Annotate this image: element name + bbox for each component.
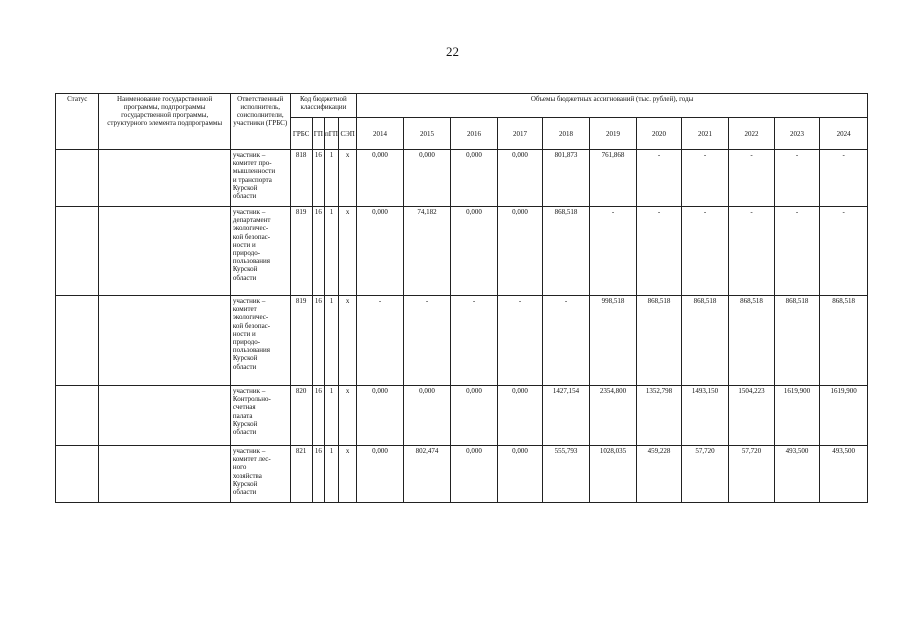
value-cell-2023: -: [774, 207, 819, 296]
header-name: Наименование государственной программы, подпрограммы государственной программы, структурного элемента подпрограммы: [99, 94, 230, 150]
value-cell-2016: 0,000: [451, 446, 498, 503]
value-cell-2015: 802,474: [403, 446, 451, 503]
header-code-0: ГРБС: [290, 118, 312, 150]
code-cell: 819: [290, 296, 312, 386]
value-cell-2020: 1352,798: [637, 386, 681, 446]
executor-line: ности и: [232, 240, 256, 249]
executor-line: Курской: [232, 354, 258, 363]
status-cell: [56, 446, 99, 503]
executor-line: пользования: [232, 257, 270, 266]
executor-line: участник –: [232, 208, 266, 216]
value-cell-2019: 761,868: [589, 150, 637, 207]
value-cell-2022: 868,518: [729, 296, 774, 386]
executor-line: комитет лес-: [232, 455, 271, 464]
executor-line: области: [232, 192, 257, 201]
value-cell-2022: -: [729, 150, 774, 207]
code-cell: х: [339, 296, 357, 386]
code-cell: 818: [290, 150, 312, 207]
code-cell: 819: [290, 207, 312, 296]
value-cell-2015: -: [403, 296, 451, 386]
executor-line: и транспорта: [232, 175, 272, 184]
value-cell-2024: 868,518: [820, 296, 868, 386]
code-cell: х: [339, 150, 357, 207]
header-year-2019: 2019: [589, 118, 637, 150]
value-cell-2021: 57,720: [681, 446, 729, 503]
status-cell: [56, 386, 99, 446]
executor-line: Курской: [232, 419, 258, 428]
value-cell-2015: 0,000: [403, 150, 451, 207]
code-cell: 821: [290, 446, 312, 503]
code-cell: х: [339, 386, 357, 446]
value-cell-2014: 0,000: [357, 446, 404, 503]
executor-line: Контрольно-: [232, 395, 271, 404]
header-year-2018: 2018: [543, 118, 590, 150]
header-allocations-group: Объемы бюджетных ассигнований (тыс. рублей), годы: [357, 94, 868, 118]
table-row: [56, 386, 868, 446]
code-cell: 16: [312, 386, 324, 446]
code-cell: 16: [312, 446, 324, 503]
executor-line: участник –: [232, 151, 266, 159]
executor-line: комитет про-: [232, 159, 272, 168]
code-cell: х: [339, 207, 357, 296]
executor-line: кой безопас-: [232, 321, 271, 330]
value-cell-2024: -: [820, 150, 868, 207]
executor-cell: [230, 296, 290, 386]
value-cell-2021: 1493,150: [681, 386, 729, 446]
value-cell-2016: 0,000: [451, 207, 498, 296]
header-year-2022: 2022: [729, 118, 774, 150]
executor-line: участник –: [232, 447, 266, 455]
header-code-3: СЭП: [339, 118, 357, 150]
header-code-2: пГП: [324, 118, 338, 150]
header-year-2015: 2015: [403, 118, 451, 150]
executor-line: экологичес-: [232, 224, 269, 233]
header-year-2020: 2020: [637, 118, 681, 150]
value-cell-2020: 459,228: [637, 446, 681, 503]
executor-line: ного: [232, 463, 247, 472]
value-cell-2018: 868,518: [543, 207, 590, 296]
executor-cell: [230, 207, 290, 296]
executor-cell: [230, 446, 290, 503]
value-cell-2020: 868,518: [637, 296, 681, 386]
status-cell: [56, 296, 99, 386]
value-cell-2014: -: [357, 296, 404, 386]
executor-line: Курской: [232, 183, 258, 192]
code-cell: 1: [324, 207, 338, 296]
value-cell-2015: 74,182: [403, 207, 451, 296]
value-cell-2022: 1504,223: [729, 386, 774, 446]
name-cell: [99, 150, 230, 207]
header-budget-code-group: Код бюджетной классификации: [290, 94, 357, 118]
value-cell-2015: 0,000: [403, 386, 451, 446]
table-row: [56, 446, 868, 503]
executor-line: комитет: [232, 305, 257, 314]
code-cell: х: [339, 446, 357, 503]
code-cell: 16: [312, 296, 324, 386]
value-cell-2019: 998,518: [589, 296, 637, 386]
value-cell-2016: -: [451, 296, 498, 386]
value-cell-2017: 0,000: [497, 386, 542, 446]
executor-line: Курской: [232, 265, 258, 274]
executor-line: экологичес-: [232, 313, 269, 322]
value-cell-2023: 868,518: [774, 296, 819, 386]
table-row: [56, 296, 868, 386]
value-cell-2018: 555,793: [543, 446, 590, 503]
header-year-2017: 2017: [497, 118, 542, 150]
value-cell-2014: 0,000: [357, 150, 404, 207]
status-cell: [56, 150, 99, 207]
value-cell-2023: 1619,900: [774, 386, 819, 446]
code-cell: 16: [312, 150, 324, 207]
value-cell-2022: -: [729, 207, 774, 296]
budget-allocation-table: [55, 93, 868, 503]
header-year-2023: 2023: [774, 118, 819, 150]
value-cell-2014: 0,000: [357, 207, 404, 296]
code-cell: 1: [324, 296, 338, 386]
code-cell: 1: [324, 150, 338, 207]
header-executor: Ответственный исполнитель, соисполнители, участники (ГРБС): [230, 94, 290, 150]
executor-line: мышленности: [232, 167, 276, 176]
header-year-2016: 2016: [451, 118, 498, 150]
name-cell: [99, 446, 230, 503]
executor-line: природо-: [232, 338, 261, 347]
value-cell-2023: 493,500: [774, 446, 819, 503]
status-cell: [56, 207, 99, 296]
value-cell-2014: 0,000: [357, 386, 404, 446]
header-year-2014: 2014: [357, 118, 404, 150]
value-cell-2016: 0,000: [451, 150, 498, 207]
executor-line: участник –: [232, 297, 266, 305]
header-year-2024: 2024: [820, 118, 868, 150]
value-cell-2018: 1427,154: [543, 386, 590, 446]
executor-line: области: [232, 273, 257, 282]
page-number: 22: [446, 44, 459, 59]
header-code-1: ГП: [312, 118, 324, 150]
value-cell-2021: -: [681, 150, 729, 207]
value-cell-2021: 868,518: [681, 296, 729, 386]
name-cell: [99, 386, 230, 446]
value-cell-2018: 801,873: [543, 150, 590, 207]
value-cell-2017: 0,000: [497, 150, 542, 207]
executor-line: пользования: [232, 346, 270, 355]
table-row: [56, 150, 868, 207]
code-cell: 1: [324, 386, 338, 446]
executor-cell: [230, 150, 290, 207]
executor-line: участник –: [232, 387, 266, 395]
executor-line: Курской: [232, 479, 258, 488]
value-cell-2021: -: [681, 207, 729, 296]
executor-line: департамент: [232, 216, 271, 225]
value-cell-2019: 2354,800: [589, 386, 637, 446]
value-cell-2024: 493,500: [820, 446, 868, 503]
executor-line: счетная: [232, 403, 256, 412]
executor-line: палата: [232, 411, 253, 420]
value-cell-2019: -: [589, 207, 637, 296]
table-body: [56, 150, 868, 503]
code-cell: 16: [312, 207, 324, 296]
code-cell: 820: [290, 386, 312, 446]
table-row: [56, 207, 868, 296]
value-cell-2024: -: [820, 207, 868, 296]
value-cell-2020: -: [637, 150, 681, 207]
executor-cell: [230, 386, 290, 446]
code-cell: 1: [324, 446, 338, 503]
executor-line: природо-: [232, 249, 261, 258]
value-cell-2017: -: [497, 296, 542, 386]
value-cell-2024: 1619,900: [820, 386, 868, 446]
value-cell-2016: 0,000: [451, 386, 498, 446]
header-year-2021: 2021: [681, 118, 729, 150]
value-cell-2018: -: [543, 296, 590, 386]
executor-line: ности и: [232, 329, 256, 338]
value-cell-2020: -: [637, 207, 681, 296]
executor-line: области: [232, 488, 257, 497]
header-status: Статус: [56, 94, 99, 150]
value-cell-2023: -: [774, 150, 819, 207]
value-cell-2022: 57,720: [729, 446, 774, 503]
name-cell: [99, 207, 230, 296]
executor-line: хозяйства: [232, 471, 262, 480]
value-cell-2017: 0,000: [497, 446, 542, 503]
executor-line: области: [232, 362, 257, 371]
executor-line: кой безопас-: [232, 232, 271, 241]
executor-line: области: [232, 428, 257, 437]
value-cell-2017: 0,000: [497, 207, 542, 296]
name-cell: [99, 296, 230, 386]
value-cell-2019: 1028,035: [589, 446, 637, 503]
